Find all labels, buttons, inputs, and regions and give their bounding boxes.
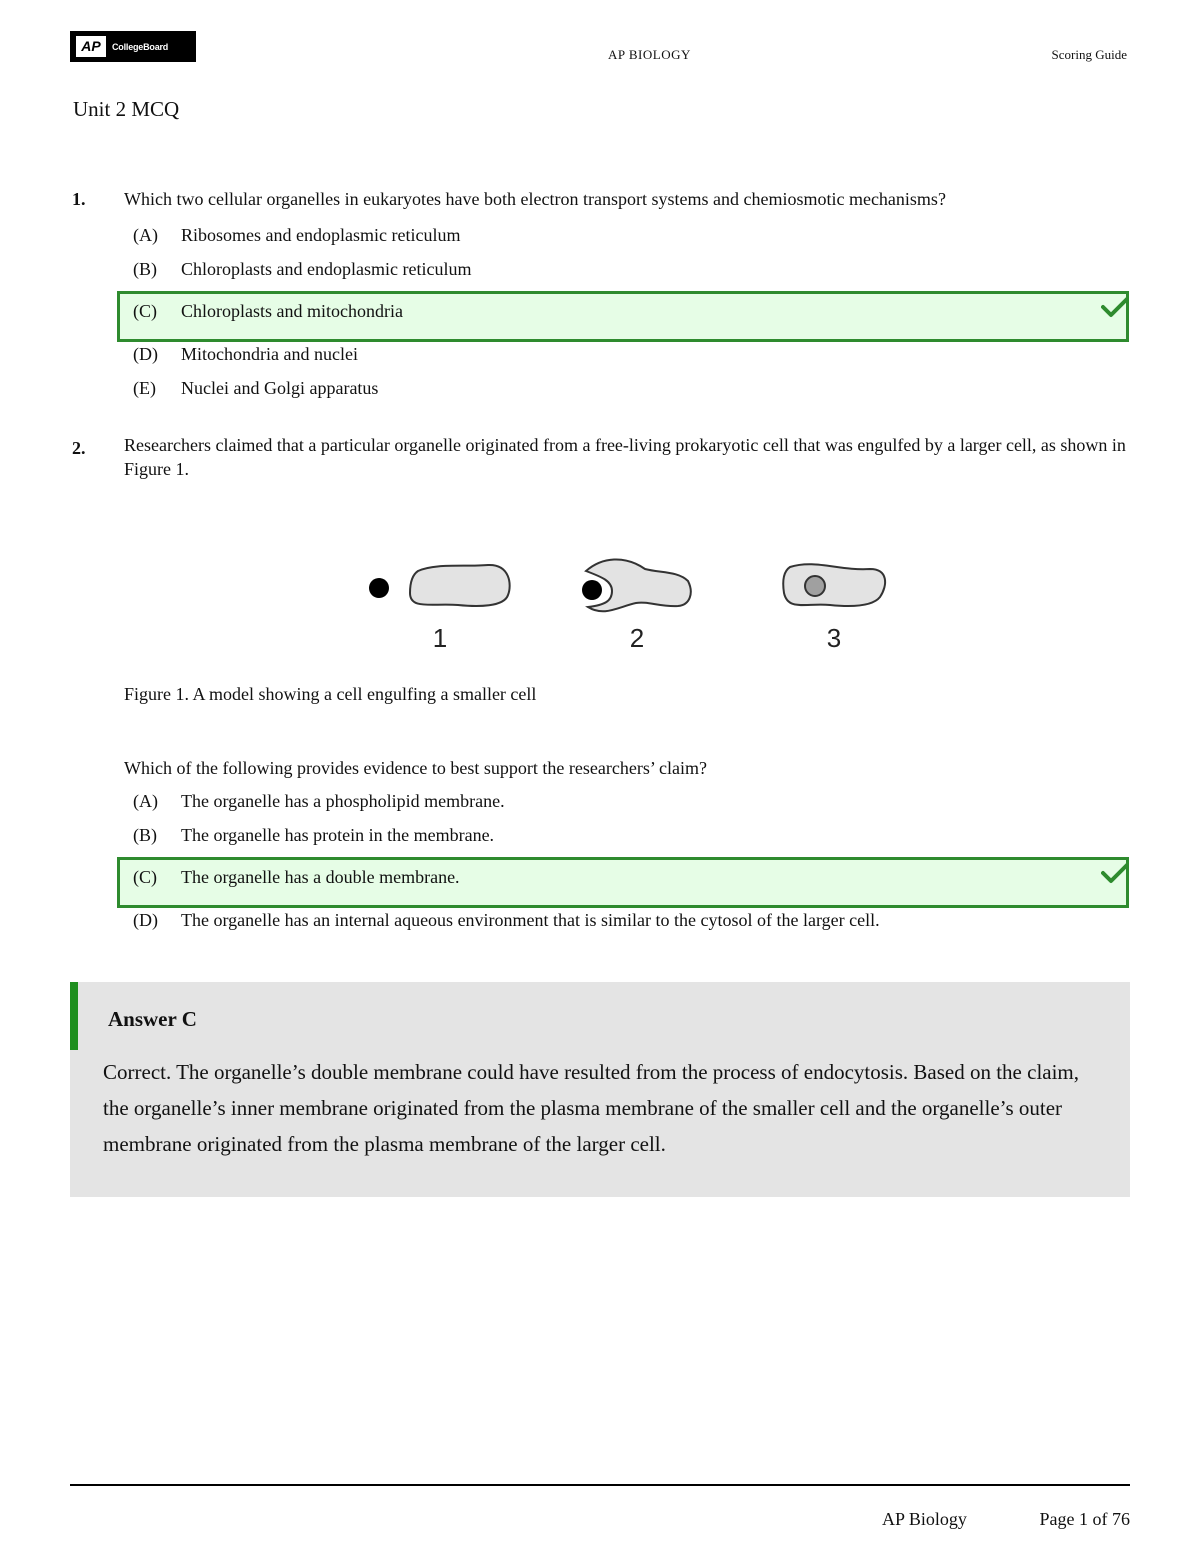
answer-explanation: Correct. The organelle’s double membrane could have resulted from the process of endocytosis. Based on the claim, the organelle’s inner membrane originated from the plasma membrane of the smaller cell and the organelle’s outer membrane originated from the plasma membrane of the larger cell.	[103, 1060, 1080, 1156]
small-cell-stage-2	[582, 580, 602, 600]
figure-1-engulfing-model	[360, 545, 900, 655]
checkmark-icon	[1101, 296, 1129, 318]
page-title: Unit 2 MCQ	[73, 97, 180, 121]
question-1-option-b	[133, 259, 471, 280]
question-1-option-a	[133, 225, 460, 246]
small-cell-stage-1	[369, 578, 389, 598]
option-letter: (B)	[133, 259, 157, 279]
question-1-option-c	[133, 301, 403, 322]
header-subject: AP BIOLOGY	[608, 47, 691, 62]
question-2-number: 2.	[72, 438, 86, 458]
answer-accent-bar	[70, 982, 78, 1050]
question-2-prompt: Which of the following provides evidence to best support the researchers’ claim?	[124, 758, 707, 778]
option-letter: (C)	[133, 301, 157, 321]
collegeboard-wordmark: CollegeBoard	[112, 41, 169, 52]
footer-course: AP Biology	[882, 1509, 967, 1529]
option-text: Chloroplasts and mitochondria	[181, 301, 403, 321]
option-text: The organelle has protein in the membrane.	[181, 825, 495, 845]
engulfed-organelle	[805, 576, 825, 596]
ap-logo-mark: AP	[76, 36, 106, 57]
large-cell-stage-3	[783, 564, 885, 606]
question-2-text: Researchers claimed that a particular organelle originated from a free-living prokaryotic cell that was engulfed by a larger cell, as shown in Figure 1.	[124, 435, 1126, 479]
question-2-option-b	[133, 825, 494, 846]
option-letter: (C)	[133, 867, 157, 887]
option-letter: (A)	[133, 225, 158, 245]
question-1-number: 1.	[72, 189, 86, 209]
large-cell-stage-1	[410, 565, 510, 606]
figure-label-1: 1	[432, 623, 448, 653]
option-letter: (A)	[133, 791, 158, 811]
option-text: The organelle has an internal aqueous environment that is similar to the cytosol of the larger cell.	[181, 910, 880, 930]
option-text: The organelle has a phospholipid membrane.	[181, 791, 505, 811]
question-1-option-e	[133, 378, 378, 399]
question-2-option-c	[133, 867, 460, 888]
option-text: Nuclei and Golgi apparatus	[181, 378, 379, 398]
answer-title: Answer C	[108, 1007, 197, 1031]
large-cell-stage-2	[586, 559, 691, 611]
checkmark-icon	[1101, 862, 1129, 884]
option-text: Mitochondria and nuclei	[181, 344, 358, 364]
ap-collegeboard-logo	[70, 31, 196, 62]
option-letter: (D)	[133, 344, 158, 364]
option-text: The organelle has a double membrane.	[181, 867, 460, 887]
footer-divider	[70, 1484, 1130, 1486]
question-2-option-a	[133, 791, 505, 812]
figure-label-3: 3	[826, 623, 842, 653]
option-text: Ribosomes and endoplasmic reticulum	[181, 225, 461, 245]
page-number: Page 1 of 76	[1039, 1509, 1130, 1529]
option-letter: (D)	[133, 910, 158, 930]
figure-label-2: 2	[629, 623, 645, 653]
question-1-text: Which two cellular organelles in eukaryotes have both electron transport systems and chemiosmotic mechanisms?	[124, 189, 946, 209]
question-1-option-d	[133, 344, 358, 365]
option-letter: (B)	[133, 825, 157, 845]
option-text: Chloroplasts and endoplasmic reticulum	[181, 259, 472, 279]
option-letter: (E)	[133, 378, 156, 398]
figure-caption: Figure 1. A model showing a cell engulfing a smaller cell	[124, 684, 537, 704]
header-doc-type: Scoring Guide	[1051, 47, 1127, 62]
question-2-option-d	[133, 910, 880, 931]
